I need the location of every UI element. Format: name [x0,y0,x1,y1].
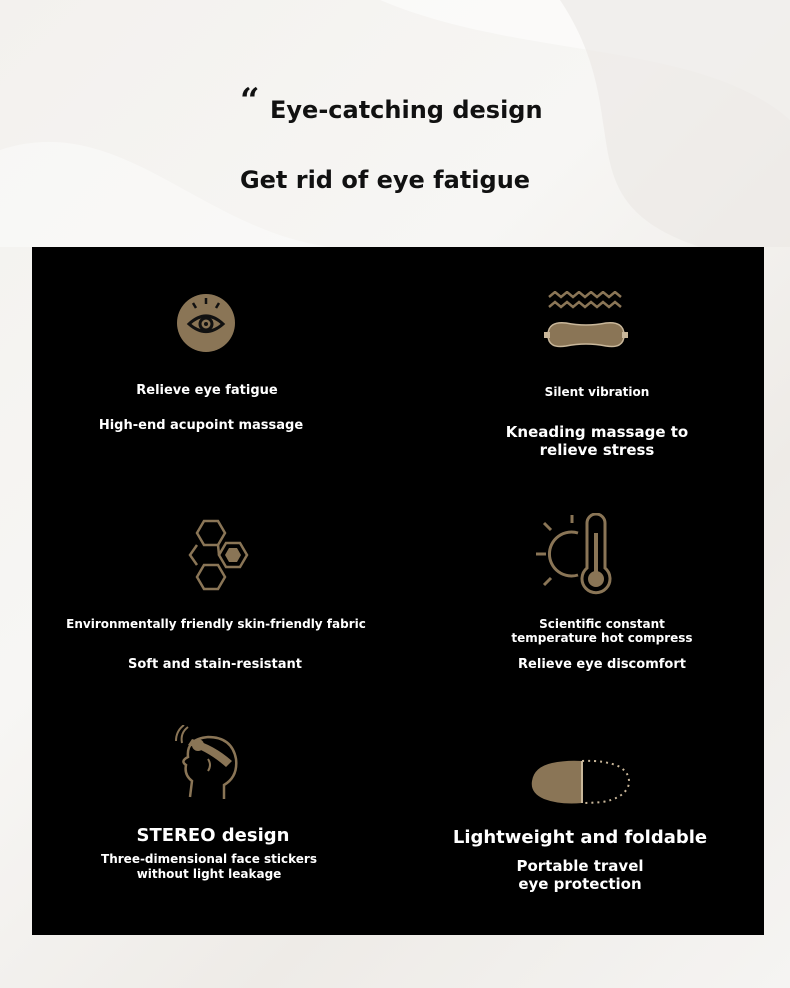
thermometer-sun-icon [534,513,620,597]
feature-4-title-line2: temperature hot compress [511,631,693,645]
feature-2-subtitle-line1: Kneading massage to [505,423,689,441]
feature-5-title: STEREO design [136,825,290,846]
feature-3-subtitle: Soft and stain-resistant [128,657,302,672]
feature-6-subtitle-line2: eye protection [518,875,642,893]
page-title: Eye-catching design [270,96,543,124]
feature-4-subtitle: Relieve eye discomfort [518,657,686,672]
feature-4-title-line1: Scientific constant [539,617,665,631]
page-subtitle: Get rid of eye fatigue [239,166,531,194]
eye-icon [176,293,236,353]
feature-1-title: Relieve eye fatigue [136,383,278,398]
features-panel [32,247,764,935]
feature-5-subtitle-line2: without light leakage [136,867,282,881]
foldable-mask-icon [530,759,632,805]
vibration-mask-icon [544,291,628,353]
feature-5-subtitle-line1: Three-dimensional face stickers [101,852,317,866]
feature-1-subtitle: High-end acupoint massage [98,418,304,433]
feature-6-subtitle-line1: Portable travel [516,857,644,875]
feature-2-title: Silent vibration [544,385,650,399]
feature-6-title: Lightweight and foldable [452,827,708,848]
feature-2-subtitle-line2: relieve stress [539,441,655,459]
quote-mark: “ [240,81,260,121]
hexagon-fabric-icon [182,519,260,595]
feature-3-title: Environmentally friendly skin-friendly fabric [66,617,366,631]
head-mask-icon [174,725,246,803]
